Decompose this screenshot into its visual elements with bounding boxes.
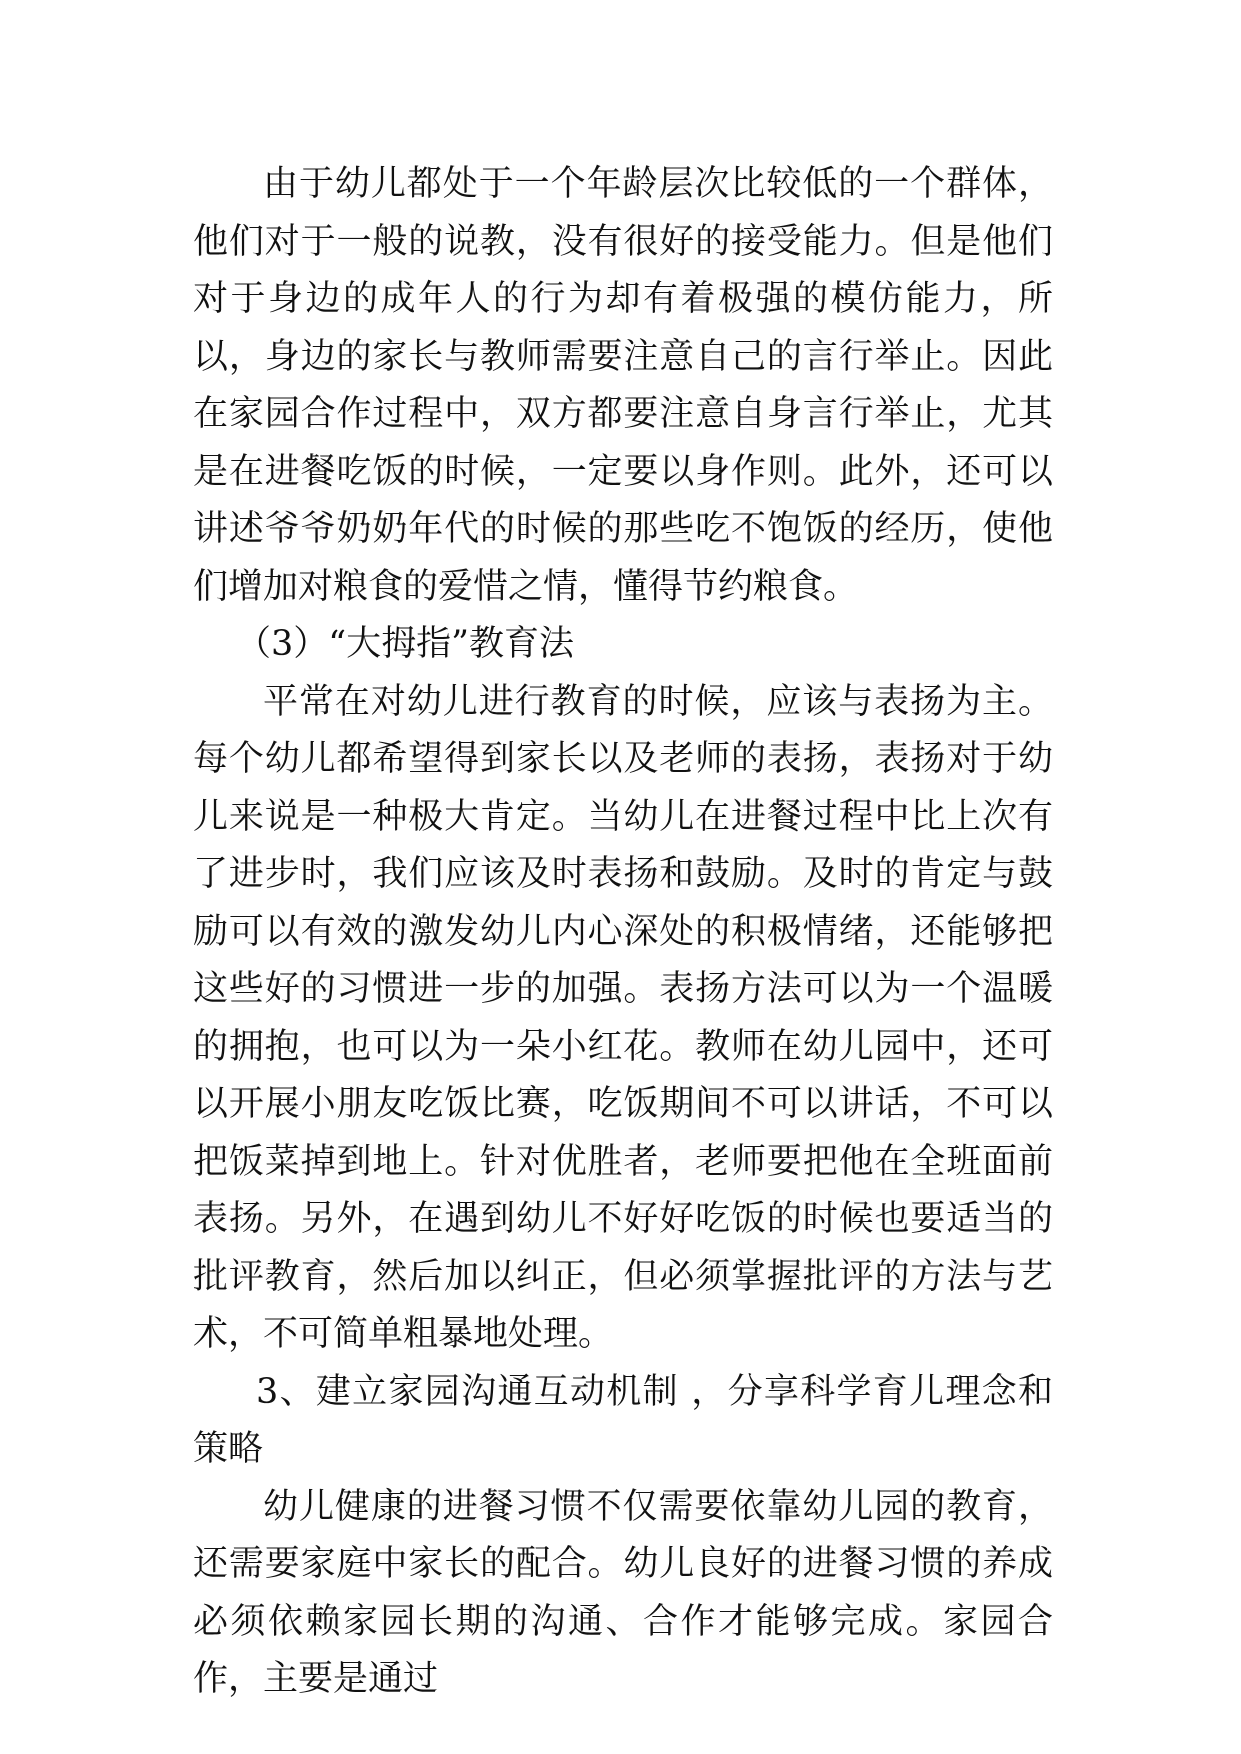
paragraph-home-cooperation: 幼儿健康的进餐习惯不仅需要依靠幼儿园的教育，还需要家庭中家长的配合。幼儿良好的进餐习惯的养成必须依赖家园长期的沟通、合作才能够完成。家园合作，主要是通过 bbox=[193, 1486, 1053, 1699]
section-heading-communication: 3、建立家园沟通互动机制 ，分享科学育儿理念和策略 bbox=[193, 1371, 1053, 1469]
subheading-thumb-method: （3）“大拇指”教育法 bbox=[236, 624, 575, 664]
paragraph-praise: 平常在对幼儿进行教育的时候，应该与表扬为主。每个幼儿都希望得到家长以及老师的表扬，表扬对于幼儿来说是一种极大肯定。当幼儿在进餐过程中比上次有了进步时，我们应该及时表扬和鼓励。及时的肯定与鼓励可以有效的激发幼儿内心深处的积极情绪，还能够把这些好的习惯进一步的加强。表扬方法可以为一个温暖的拥抱，也可以为一朵小红花。教师在幼儿园中，还可以开展小朋友吃饭比赛，吃饭期间不可以讲话，不可以把饭菜掉到地上。针对优胜者，老师要把他在全班面前表扬。另外，在遇到幼儿不好好吃饭的时候也要适当的批评教育，然后加以纠正，但必须掌握批评的方法与艺术，不可简单粗暴地处理。 bbox=[193, 681, 1053, 1354]
document-body bbox=[193, 156, 1053, 1709]
paragraph-role-model: 由于幼儿都处于一个年龄层次比较低的一个群体，他们对于一般的说教，没有很好的接受能力。但是他们对于身边的成年人的行为却有着极强的模仿能力，所以，身边的家长与教师需要注意自己的言行举止。因此在家园合作过程中，双方都要注意自身言行举止，尤其是在进餐吃饭的时候，一定要以身作则。此外，还可以讲述爷爷奶奶年代的时候的那些吃不饱饭的经历，使他们增加对粮食的爱惜之情，懂得节约粮食。 bbox=[193, 164, 1053, 607]
